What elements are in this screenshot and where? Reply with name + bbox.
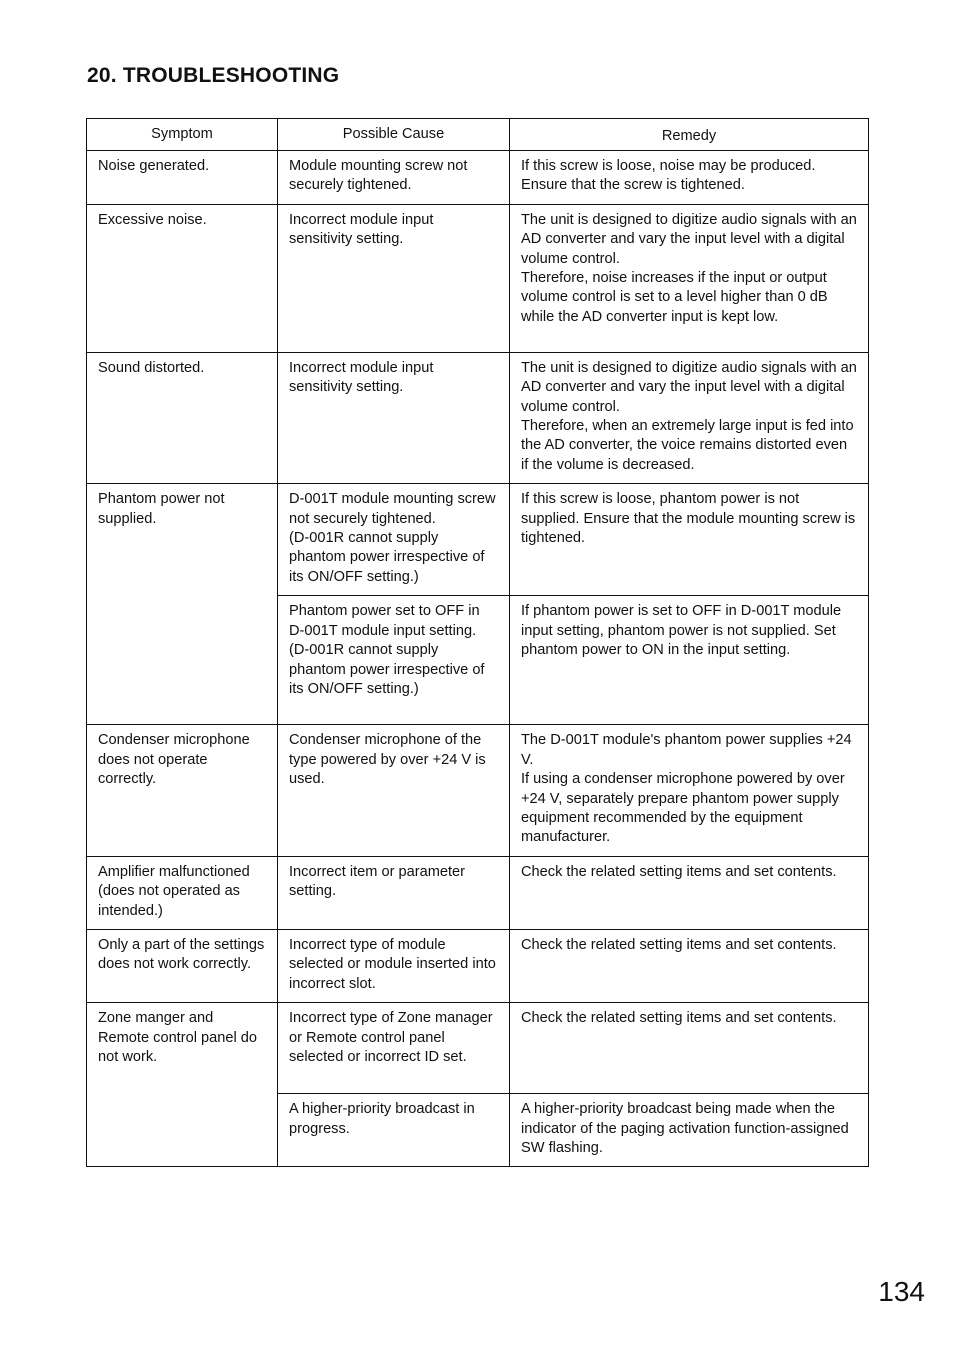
table-row bbox=[87, 1003, 869, 1094]
table-header-row bbox=[87, 119, 869, 151]
table-row bbox=[87, 484, 869, 596]
cause-cell: A higher-priority broadcast in progress. bbox=[278, 1094, 510, 1167]
table-row bbox=[87, 929, 869, 1002]
symptom-cell: Zone manger and Remote control panel do not work. bbox=[87, 1003, 278, 1167]
cause-cell: Incorrect module input sensitivity setting. bbox=[278, 204, 510, 352]
symptom-cell: Condenser microphone does not operate correctly. bbox=[87, 725, 278, 856]
remedy-cell: A higher-priority broadcast being made when the indicator of the paging activation function-assigned SW flashing. bbox=[510, 1094, 869, 1167]
page-number: 134 bbox=[878, 1276, 925, 1307]
cause-cell: Module mounting screw not securely tightened. bbox=[278, 151, 510, 205]
cause-cell: Incorrect type of Zone manager or Remote control panel selected or incorrect ID set. bbox=[278, 1003, 510, 1094]
remedy-cell: The unit is designed to digitize audio signals with an AD converter and vary the input level with a digital volume control. Therefore, when an extremely large input is fed into the AD converter, the voice remains distorted even if the volume is decreased. bbox=[510, 352, 869, 483]
table-row bbox=[87, 352, 869, 483]
table-row bbox=[87, 856, 869, 929]
remedy-cell: Check the related setting items and set contents. bbox=[510, 929, 869, 1002]
header-symptom: Symptom bbox=[87, 119, 278, 151]
cause-cell: D-001T module mounting screw not securely tightened. (D-001R cannot supply phantom power irrespective of its ON/OFF setting.) bbox=[278, 484, 510, 596]
table-row bbox=[87, 151, 869, 205]
cause-cell: Incorrect module input sensitivity setting. bbox=[278, 352, 510, 483]
table-row bbox=[87, 725, 869, 856]
remedy-cell: The unit is designed to digitize audio signals with an AD converter and vary the input level with a digital volume control. Therefore, noise increases if the input or output volume control is set to a level higher than 0 dB while the AD converter input is kept low. bbox=[510, 204, 869, 352]
symptom-cell: Phantom power not supplied. bbox=[87, 484, 278, 725]
remedy-cell: The D-001T module's phantom power supplies +24 V. If using a condenser microphone powered by over +24 V, separately prepare phantom power supply equipment recommended by the equipment manufacturer. bbox=[510, 725, 869, 856]
remedy-cell: Check the related setting items and set contents. bbox=[510, 1003, 869, 1094]
cause-cell: Condenser microphone of the type powered by over +24 V is used. bbox=[278, 725, 510, 856]
cause-cell: Incorrect type of module selected or module inserted into incorrect slot. bbox=[278, 929, 510, 1002]
section-title: 20. TROUBLESHOOTING bbox=[87, 64, 340, 87]
symptom-cell: Noise generated. bbox=[87, 151, 278, 205]
symptom-cell: Sound distorted. bbox=[87, 352, 278, 483]
remedy-cell: If phantom power is set to OFF in D-001T module input setting, phantom power is not supplied. Set phantom power to ON in the input setting. bbox=[510, 596, 869, 725]
remedy-cell: If this screw is loose, noise may be produced. Ensure that the screw is tightened. bbox=[510, 151, 869, 205]
cause-cell: Phantom power set to OFF in D-001T module input setting. (D-001R cannot supply phantom power irrespective of its ON/OFF setting.) bbox=[278, 596, 510, 725]
symptom-cell: Excessive noise. bbox=[87, 204, 278, 352]
table-row bbox=[87, 204, 869, 352]
symptom-cell: Amplifier malfunctioned (does not operated as intended.) bbox=[87, 856, 278, 929]
remedy-cell: If this screw is loose, phantom power is not supplied. Ensure that the module mounting screw is tightened. bbox=[510, 484, 869, 596]
symptom-cell: Only a part of the settings does not work correctly. bbox=[87, 929, 278, 1002]
header-remedy: Remedy bbox=[510, 119, 869, 151]
remedy-cell: Check the related setting items and set contents. bbox=[510, 856, 869, 929]
troubleshooting-table bbox=[86, 118, 869, 1167]
cause-cell: Incorrect item or parameter setting. bbox=[278, 856, 510, 929]
header-possible-cause: Possible Cause bbox=[278, 119, 510, 151]
